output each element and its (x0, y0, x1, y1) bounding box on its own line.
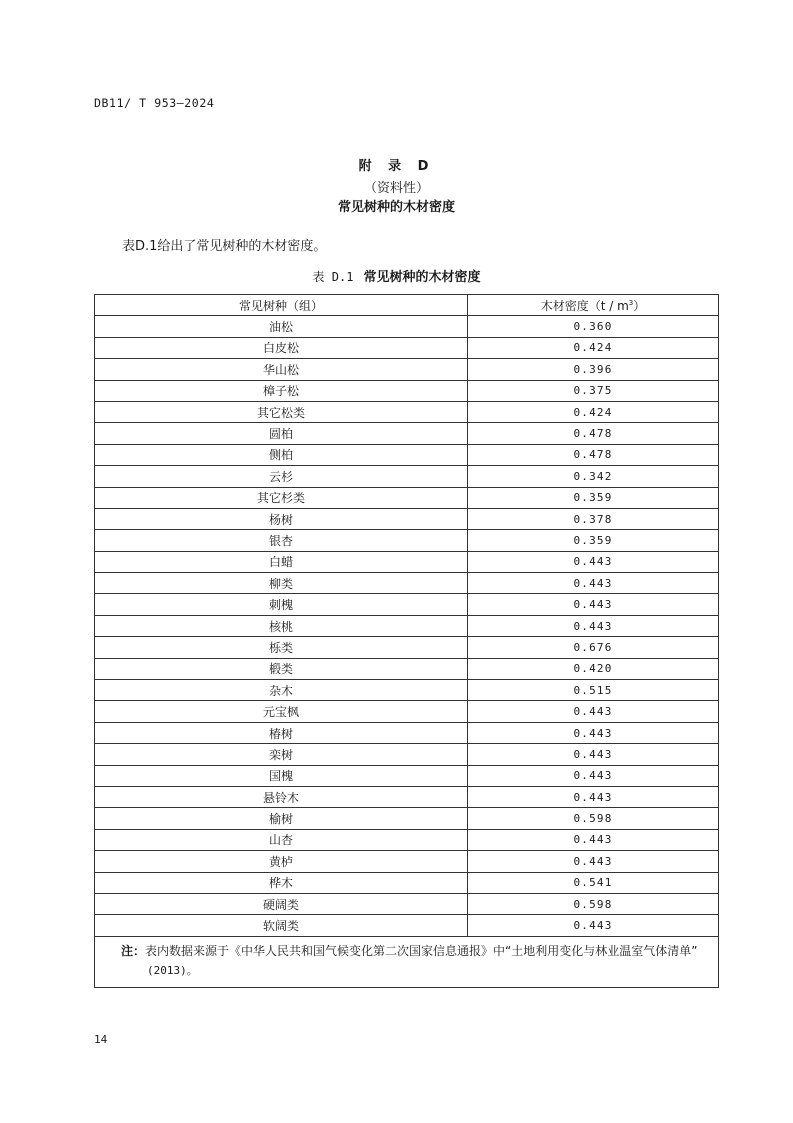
table-row (95, 915, 719, 936)
table-row (95, 786, 719, 807)
density-cell: 0.515 (468, 680, 719, 701)
table-row (95, 380, 719, 401)
table-row (95, 359, 719, 380)
header-density-prefix: 木材密度（t / m (540, 298, 629, 313)
density-cell: 0.396 (468, 359, 719, 380)
species-cell: 白皮松 (95, 337, 468, 358)
table-row (95, 744, 719, 765)
species-cell: 樟子松 (95, 380, 468, 401)
density-cell: 0.359 (468, 487, 719, 508)
species-cell: 油松 (95, 316, 468, 337)
header-density-suffix: ） (633, 298, 646, 313)
table-body (95, 316, 719, 936)
density-cell: 0.378 (468, 508, 719, 529)
table-row (95, 893, 719, 914)
table-row (95, 637, 719, 658)
table-row (95, 765, 719, 786)
density-cell: 0.478 (468, 444, 719, 465)
table-note-row (95, 936, 719, 987)
header-density (468, 295, 719, 316)
table-row (95, 444, 719, 465)
table-row (95, 551, 719, 572)
species-cell: 悬铃木 (95, 786, 468, 807)
density-cell: 0.443 (468, 573, 719, 594)
table-row (95, 573, 719, 594)
species-cell: 圆柏 (95, 423, 468, 444)
density-cell: 0.424 (468, 401, 719, 422)
species-cell: 杂木 (95, 680, 468, 701)
species-cell: 栾树 (95, 744, 468, 765)
density-cell: 0.443 (468, 701, 719, 722)
table-row (95, 401, 719, 422)
table-row (95, 337, 719, 358)
density-cell: 0.443 (468, 615, 719, 636)
table-header-row (95, 295, 719, 316)
species-cell: 杨树 (95, 508, 468, 529)
table-row (95, 423, 719, 444)
species-cell: 其它松类 (95, 401, 468, 422)
table-row (95, 680, 719, 701)
species-cell: 山杏 (95, 829, 468, 850)
appendix-title: 常见树种的木材密度 (337, 200, 455, 215)
appendix-nature: （资料性） (363, 181, 429, 196)
table-row (95, 466, 719, 487)
table-row (95, 487, 719, 508)
species-cell: 元宝枫 (95, 701, 468, 722)
species-cell: 华山松 (95, 359, 468, 380)
density-cell: 0.359 (468, 530, 719, 551)
density-cell: 0.541 (468, 872, 719, 893)
species-cell: 国槐 (95, 765, 468, 786)
density-cell: 0.598 (468, 808, 719, 829)
density-cell: 0.598 (468, 893, 719, 914)
species-cell: 刺槐 (95, 594, 468, 615)
species-cell: 核桃 (95, 615, 468, 636)
table-row (95, 722, 719, 743)
page-number: 14 (94, 1033, 108, 1046)
species-cell: 软阔类 (95, 915, 468, 936)
appendix-label: 附 录 D (358, 159, 435, 174)
table-row (95, 851, 719, 872)
density-cell: 0.420 (468, 658, 719, 679)
density-cell: 0.443 (468, 829, 719, 850)
density-cell: 0.342 (468, 466, 719, 487)
table-row (95, 615, 719, 636)
species-cell: 硬阔类 (95, 893, 468, 914)
species-cell: 其它杉类 (95, 487, 468, 508)
header-species: 常见树种（组） (95, 295, 468, 316)
density-cell: 0.676 (468, 637, 719, 658)
species-cell: 云杉 (95, 466, 468, 487)
density-cell: 0.443 (468, 551, 719, 572)
density-cell: 0.443 (468, 765, 719, 786)
species-cell: 银杏 (95, 530, 468, 551)
table-row (95, 530, 719, 551)
header-density-sup: 3 (628, 298, 634, 307)
density-cell: 0.443 (468, 744, 719, 765)
species-cell: 榆树 (95, 808, 468, 829)
species-cell: 椿树 (95, 722, 468, 743)
species-cell: 黄栌 (95, 851, 468, 872)
density-cell: 0.478 (468, 423, 719, 444)
density-cell: 0.443 (468, 786, 719, 807)
density-cell: 0.443 (468, 915, 719, 936)
density-cell: 0.424 (468, 337, 719, 358)
table-row (95, 594, 719, 615)
table-caption-title: 常见树种的木材密度 (363, 270, 481, 285)
table-row (95, 701, 719, 722)
species-cell: 柳类 (95, 573, 468, 594)
species-cell: 桦木 (95, 872, 468, 893)
table-note (95, 936, 719, 987)
table-row (95, 316, 719, 337)
density-cell: 0.443 (468, 594, 719, 615)
table-caption-number: 表 D.1 (312, 270, 354, 284)
density-cell: 0.360 (468, 316, 719, 337)
table-caption (0, 266, 793, 285)
table-row (95, 508, 719, 529)
species-cell: 栎类 (95, 637, 468, 658)
density-cell: 0.375 (468, 380, 719, 401)
note-year: (2013)。 (147, 963, 198, 977)
table-row (95, 808, 719, 829)
note-label: 注： (121, 943, 146, 958)
species-cell: 椴类 (95, 658, 468, 679)
table-row (95, 872, 719, 893)
density-cell: 0.443 (468, 851, 719, 872)
standard-code: DB11/ T 953—2024 (94, 96, 215, 110)
density-table (94, 294, 719, 988)
density-cell: 0.443 (468, 722, 719, 743)
table-row (95, 658, 719, 679)
species-cell: 白蜡 (95, 551, 468, 572)
table-row (95, 829, 719, 850)
note-text: 表内数据来源于《中华人民共和国气候变化第二次国家信息通报》中“土地利用变化与林业温室气体清单” (145, 943, 698, 958)
species-cell: 侧柏 (95, 444, 468, 465)
intro-paragraph: 表D.1给出了常见树种的木材密度。 (122, 239, 327, 254)
